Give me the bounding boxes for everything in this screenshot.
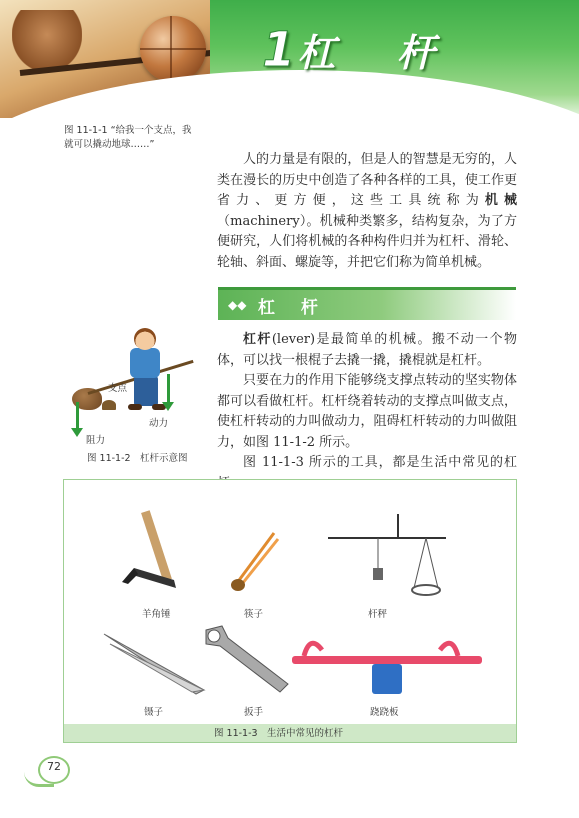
section-heading (218, 287, 516, 320)
label-claw-hammer: 羊角锤 (142, 609, 171, 620)
boy-body (130, 348, 160, 378)
label-seesaw: 跷跷板 (370, 707, 399, 718)
label-fulcrum: 支点 (108, 383, 128, 394)
lever-diagram (64, 322, 204, 452)
diamond-icon: ◆◆ (228, 298, 247, 312)
boy-head (134, 328, 156, 350)
figure-2-caption: 图 11-1-2 杠杆示意图 (87, 453, 188, 464)
label-tweezers: 镊子 (144, 707, 164, 718)
label-chopsticks: 筷子 (244, 609, 264, 620)
page-number: 72 (47, 760, 61, 773)
intro-text-b: （machinery）。机械种类繁多，结构复杂，为了方便研究，人们将机械的各种构件归并为杠杆、滑轮、轮轴、斜面、螺旋等，并把它们称为简单机械。 (217, 213, 517, 270)
wrench-icon (192, 620, 302, 700)
lever-parts-paragraph: 只要在力的作用下能够绕支撑点转动的坚实物体都可以看做杠杆。杠杆绕着转动的支撑点叫做支点，使杠杆转动的力叫做动力，阻碍杠杆转动的力叫做阻力，如图 11-1-2 所示。 (217, 373, 517, 450)
resistance-arrow-icon (71, 428, 83, 437)
earth-globe-icon (140, 16, 206, 82)
tools-caption-bar (64, 724, 516, 742)
steelyard-icon (326, 508, 456, 608)
term-lever: 杠杆 (243, 332, 272, 347)
effort-arrow-icon (162, 402, 174, 411)
archimedes-figure (12, 10, 82, 72)
lever-definition-text: (lever)是最简单的机械。搬不动一个物体，可以找一根棍子去撬一撬，撬棍就是杠杆。 (217, 332, 517, 368)
figure-1-caption-line1: 图 11-1-1 “给我一个支点，我 (64, 125, 192, 136)
chopsticks-icon (226, 525, 286, 595)
resistance-arrow-shaft (76, 402, 79, 430)
claw-hammer-icon (114, 510, 204, 595)
label-steelyard: 杆秤 (368, 609, 388, 620)
tools-intro-paragraph: 图 11-1-3 所示的工具，都是生活中常见的杠 (243, 455, 517, 470)
chapter-number: 1 (262, 22, 296, 78)
chapter-title (262, 22, 459, 78)
fulcrum-stone (102, 400, 116, 410)
effort-arrow-shaft (167, 374, 170, 404)
intro-text-a: 人的力量是有限的，但是人的智慧是无穷的，人类在漫长的历史中创造了各种各样的工具，使工作更省力、更方便，这些工具统称为 (217, 152, 517, 208)
chapter-banner (0, 0, 579, 118)
figure-3-caption: 图 11-1-3 生活中常见的杠杆 (214, 728, 344, 739)
tools-figure (63, 479, 517, 743)
boy-shoe-left (128, 404, 142, 410)
chapter-title-text: 杠 杆 (297, 31, 459, 75)
section-title: 杠 杆 (258, 298, 328, 318)
page-number-badge (24, 750, 72, 790)
lever-definition-paragraph (217, 330, 517, 371)
intro-paragraph (217, 150, 517, 273)
figure-1-caption-line2: 就可以撬动地球……” (64, 139, 155, 150)
label-effort: 动力 (149, 418, 169, 429)
figure-1-caption (64, 124, 214, 152)
seesaw-icon (290, 620, 486, 700)
boy-legs (134, 376, 158, 406)
term-machinery: 机械 (484, 193, 517, 208)
label-wrench: 扳手 (244, 707, 264, 718)
label-resistance: 阻力 (86, 435, 106, 446)
